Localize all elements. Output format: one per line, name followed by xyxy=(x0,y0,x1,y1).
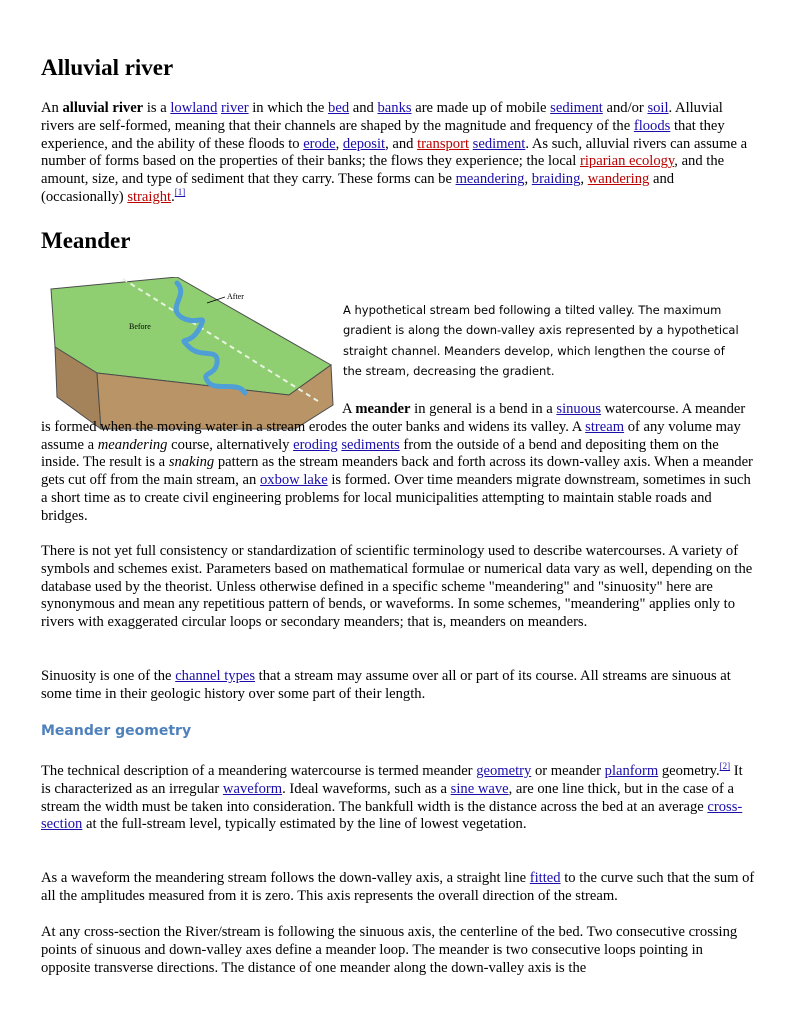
text: pattern as the stream meanders back and forth across its down-valley axis. When a meander gets cut off from the main stream, an xyxy=(41,454,753,489)
figure-label-before: Before xyxy=(129,322,151,331)
link-deposit[interactable]: deposit xyxy=(342,135,386,152)
bold-term: meander xyxy=(355,401,411,417)
reference-2[interactable]: [2] xyxy=(719,761,731,772)
figure-label-after: After xyxy=(227,292,244,301)
text: , xyxy=(524,171,532,188)
text: , xyxy=(335,135,343,152)
text: It is characterized as an irregular xyxy=(41,763,743,797)
text: watercourse. A meander is formed when the moving water in a stream erodes the outer banks and widens its valley. A xyxy=(41,401,746,435)
text: and (occasionally) xyxy=(41,171,675,205)
text: , and xyxy=(385,135,418,152)
text: and/or xyxy=(602,100,648,116)
text: course, alternatively xyxy=(167,436,294,453)
text: geometry. xyxy=(658,763,720,779)
text: in which the xyxy=(248,100,329,116)
text: are made up of mobile xyxy=(411,100,551,116)
link-transport[interactable]: transport xyxy=(417,135,470,152)
link-bed[interactable]: bed xyxy=(328,100,350,116)
intro-paragraph xyxy=(41,100,756,207)
text: A xyxy=(342,401,356,417)
link-planform[interactable]: planform xyxy=(604,763,659,779)
bold-term: alluvial river xyxy=(62,100,144,116)
text: , are one line thick, but in the case of a stream the width must be taken into consideration. The bankfull width is the distance across the bed at an average xyxy=(41,780,734,815)
link-riparian-ecology[interactable]: riparian ecology xyxy=(580,153,675,170)
geometry-paragraph-2 xyxy=(41,870,756,906)
page-title: Alluvial river xyxy=(41,55,174,80)
section-heading-meander-geometry: Meander geometry xyxy=(41,723,192,739)
link-sinuous[interactable]: sinuous xyxy=(556,401,602,417)
meander-paragraph-2: There is not yet full consistency or standardization of scientific terminology used to describe watercourses. A variety of symbols and schemes exist. Parameters based on mathematical formulae or numerical data vary as well, depending on the database used by the theorist. Unless otherwise defined in a specific scheme "meandering" and "sinuosity" here are synonymous and mean any repetitious pattern of bends, or waveforms. In some schemes, "meandering" applies only to rivers with exaggerated circular loops or secondary meanders; that is, meanders on meanders. xyxy=(41,543,753,631)
link-sine-wave[interactable]: sine wave xyxy=(450,780,509,797)
text: and xyxy=(349,100,378,116)
meander-paragraph-3 xyxy=(41,668,756,704)
text: , and the amount, size, and type of sediment that they carry. These forms can be xyxy=(41,153,725,188)
link-meandering[interactable]: meandering xyxy=(455,171,525,188)
link-braiding[interactable]: braiding xyxy=(531,171,581,188)
text: in general is a bend in a xyxy=(410,401,557,417)
text: . Alluvial rivers are self-formed, meaning that their channels are shaped by the magnitude and frequency of the xyxy=(41,100,723,134)
text: The technical description of a meandering watercourse is termed meander xyxy=(41,763,477,779)
link-river[interactable]: river xyxy=(221,100,249,116)
link-cross-section[interactable]: cross-section xyxy=(41,798,743,833)
link-oxbow-lake[interactable]: oxbow lake xyxy=(259,472,328,489)
text: . xyxy=(171,188,175,205)
link-eroding[interactable]: eroding xyxy=(293,436,338,453)
reference-1[interactable]: [1] xyxy=(174,187,186,198)
text: As a waveform the meandering stream follows the down-valley axis, a straight line xyxy=(41,870,530,886)
text: , xyxy=(580,171,588,188)
link-stream[interactable]: stream xyxy=(585,418,625,435)
italic-term: meandering xyxy=(97,436,168,453)
meander-paragraph-1 xyxy=(41,401,756,526)
link-floods[interactable]: floods xyxy=(633,117,671,134)
text: that a stream may assume over all or part of its course. All streams are sinuous at some time in their geologic history over some part of their length. xyxy=(41,668,731,702)
text: . As such, alluvial rivers can assume a number of forms based on the properties of their banks; the flows they experience; the local xyxy=(41,135,748,170)
link-sediments[interactable]: sediments xyxy=(341,436,400,453)
link-waveform[interactable]: waveform xyxy=(222,780,283,797)
link-channel-types[interactable]: channel types xyxy=(175,668,256,684)
text: Sinuosity is one of the xyxy=(41,668,176,684)
link-erode[interactable]: erode xyxy=(303,135,336,152)
link-sediment[interactable]: sediment xyxy=(550,100,603,116)
italic-term: snaking xyxy=(168,454,215,471)
link-lowland[interactable]: lowland xyxy=(170,100,218,116)
link-fitted[interactable]: fitted xyxy=(529,870,561,886)
text: is a xyxy=(143,100,171,116)
link-geometry[interactable]: geometry xyxy=(476,763,532,779)
link-sediment-2[interactable]: sediment xyxy=(472,135,526,152)
text: of any volume may assume a xyxy=(41,418,741,453)
section-heading-meander: Meander xyxy=(41,228,131,253)
link-soil[interactable]: soil xyxy=(647,100,669,116)
text: is formed. Over time meanders migrate downstream, sometimes in such a short time as to create civil engineering problems for local municipalities attempting to maintain stable roads and bridges. xyxy=(41,472,751,524)
geometry-paragraph-1 xyxy=(41,763,756,834)
text: to the curve such that the sum of all the amplitudes measured from it is zero. This axis represents the overall direction of the stream. xyxy=(41,870,755,904)
text: from the outside of a bend and depositing them on the inside. The result is a xyxy=(41,436,719,471)
text: that they experience, and the ability of these floods to xyxy=(41,117,725,152)
link-banks[interactable]: banks xyxy=(377,100,412,116)
text: or meander xyxy=(531,763,605,779)
figure-caption: A hypothetical stream bed following a tilted valley. The maximum gradient is along the down-valley axis represented by a hypothetical straight channel. Meanders develop, which lengthen the course of the stream, decreasing the gradient. xyxy=(343,303,739,378)
text: at the full-stream level, typically estimated by the line of lowest vegetation. xyxy=(82,816,527,833)
link-straight[interactable]: straight xyxy=(127,188,172,205)
geometry-paragraph-3: At any cross-section the River/stream is following the sinuous axis, the centerline of the bed. Two consecutive crossing points of sinuous and down-valley axes define a meander loop. The meander is two consecutive loops pointing in opposite transverse directions. The distance of one meander along the down-valley axis is the xyxy=(41,924,738,976)
text: An xyxy=(41,100,63,116)
link-wandering[interactable]: wandering xyxy=(587,171,650,188)
text: . Ideal waveforms, such as a xyxy=(282,780,451,797)
